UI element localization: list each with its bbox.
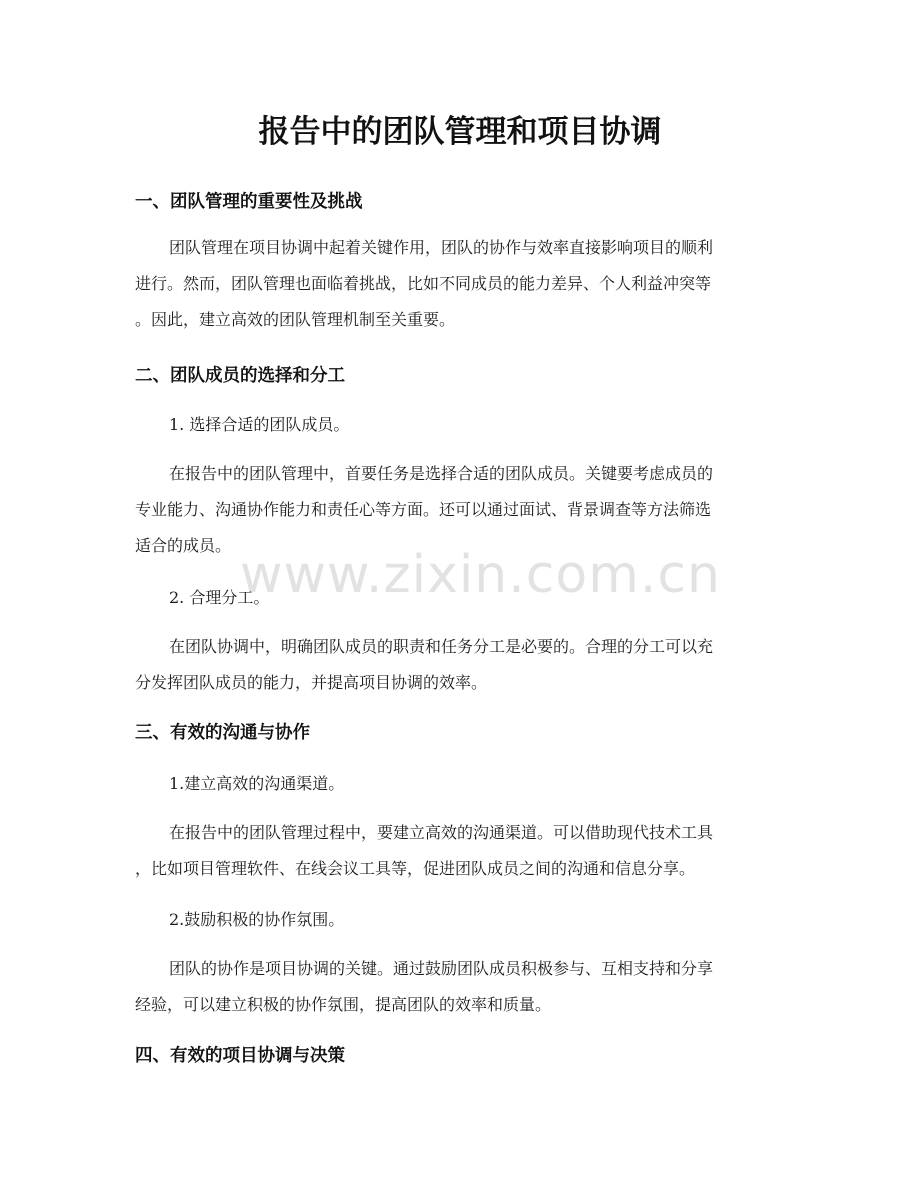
list-item-title: 1.建立高效的沟通渠道。 <box>169 774 345 793</box>
list-item-title: 2.鼓励积极的协作氛围。 <box>169 910 345 929</box>
paragraph-line: 在团队协调中，明确团队成员的职责和任务分工是必要的。合理的分工可以充 <box>169 637 714 656</box>
paragraph-line: 进行。然而，团队管理也面临着挑战，比如不同成员的能力差异、个人利益冲突等 <box>135 274 712 293</box>
paragraph-line: 团队的协作是项目协调的关键。通过鼓励团队成员积极参与、互相支持和分享 <box>169 959 714 978</box>
paragraph-line: 团队管理在项目协调中起着关键作用，团队的协作与效率直接影响项目的顺利 <box>169 238 714 257</box>
paragraph-line: 在报告中的团队管理过程中，要建立高效的沟通渠道。可以借助现代技术工具 <box>169 823 714 842</box>
section-3-item-1-paragraph <box>135 815 785 887</box>
paragraph-line: ，比如项目管理软件、在线会议工具等，促进团队成员之间的沟通和信息分享。 <box>135 859 696 878</box>
paragraph-line: 。因此，建立高效的团队管理机制至关重要。 <box>135 310 456 329</box>
section-1-paragraph <box>135 230 785 338</box>
list-item-title: 1. 选择合适的团队成员。 <box>169 415 350 434</box>
paragraph-line: 分发挥团队成员的能力，并提高项目协调的效率。 <box>135 673 488 692</box>
section-heading-2: 二、团队成员的选择和分工 <box>135 366 345 386</box>
document-title: 报告中的团队管理和项目协调 <box>258 114 662 150</box>
paragraph-line: 适合的成员。 <box>135 536 232 555</box>
section-2-item-2-paragraph <box>135 629 785 701</box>
paragraph-line: 经验，可以建立积极的协作氛围，提高团队的效率和质量。 <box>135 995 552 1014</box>
watermark-text: www.zixin.com.cn <box>240 545 721 605</box>
list-item-title: 2. 合理分工。 <box>169 588 270 607</box>
paragraph-line: 专业能力、沟通协作能力和责任心等方面。还可以通过面试、背景调查等方法筛选 <box>135 500 712 519</box>
section-3-item-2-paragraph <box>135 951 785 1023</box>
section-heading-3: 三、有效的沟通与协作 <box>135 723 310 743</box>
section-heading-4: 四、有效的项目协调与决策 <box>135 1046 345 1066</box>
paragraph-line: 在报告中的团队管理中，首要任务是选择合适的团队成员。关键要考虑成员的 <box>169 464 714 483</box>
section-heading-1: 一、团队管理的重要性及挑战 <box>135 192 363 212</box>
section-2-item-1-paragraph <box>135 456 785 564</box>
